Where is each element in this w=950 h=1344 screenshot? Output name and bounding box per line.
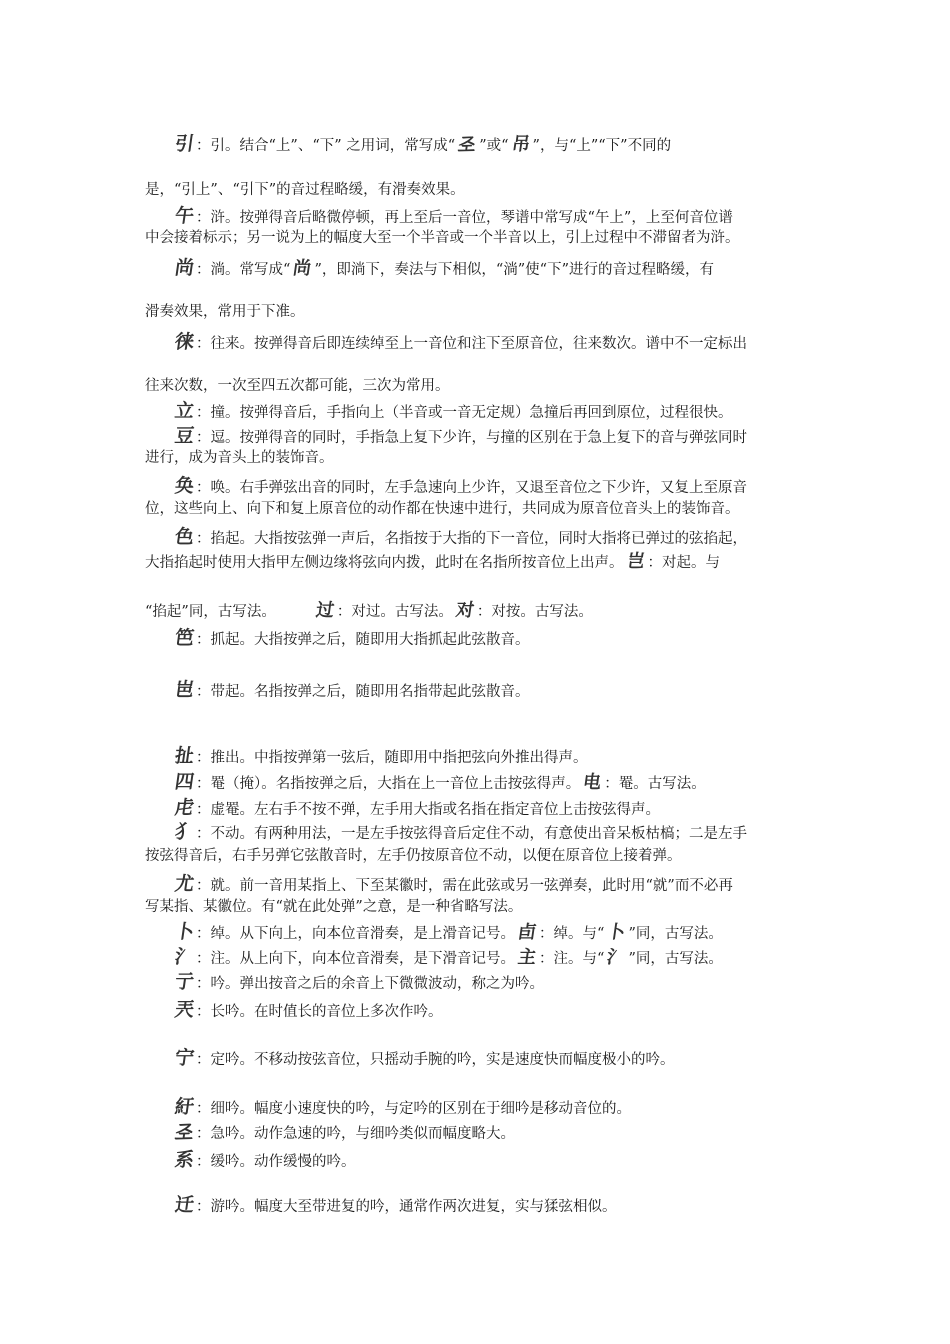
- entry-text: ：虚罨。左右手不按不弹，左手用大指或名指在指定音位上击按弦得声。: [196, 802, 661, 818]
- entry-text: ”，即淌下，奏法与下相似，“淌”使“下”进行的音过程略缓，有: [314, 262, 714, 278]
- entry-text: ：不动。有两种用法，一是左手按弦得音后定住不动，有意使出音呆板枯槁；二是左手: [196, 826, 748, 842]
- dou-symbol-icon: 豆: [173, 425, 195, 447]
- duiqi-symbol-icon: 岂: [625, 551, 647, 572]
- entry-wanglai-line2: 往来次数，一次至四五次都可能，三次为常用。: [145, 378, 450, 394]
- entry-text: ：急吟。动作急速的吟，与细吟类似而幅度略大。: [196, 1126, 516, 1142]
- yan-symbol-icon: 四: [173, 771, 195, 793]
- qiaqi-symbol-icon: 色: [173, 526, 195, 548]
- tang-xia-symbol-icon: 尚: [292, 258, 313, 279]
- entry-text: ：对起。与: [647, 555, 720, 571]
- entry-hu-line1: [175, 206, 733, 228]
- entry-budong-line1: [175, 822, 747, 844]
- entry-wanglai-line1: [175, 332, 747, 354]
- entry-xiyin-line1: [175, 1097, 631, 1119]
- entry-text: “掐起”同，古写法。: [145, 604, 276, 620]
- dingyin-symbol-icon: 宁: [173, 1047, 195, 1069]
- entry-text: ”同，古写法。: [628, 951, 723, 967]
- entry-text: ：细吟。幅度小速度快的吟，与定吟的区别在于细吟是移动音位的。: [196, 1101, 632, 1117]
- entry-xuyan-line1: [175, 798, 660, 820]
- changyin-symbol-icon: 兲: [173, 999, 195, 1021]
- entry-jiu-line1: [175, 874, 733, 896]
- entry-tang-line2: 滑奏效果，常用于下准。: [145, 304, 305, 320]
- entry-text: ：对过。古写法。: [336, 604, 453, 620]
- entry-text: ：吟。弹出按音之后的余音上下微微波动，称之为吟。: [196, 976, 545, 992]
- duiguo-symbol-icon: 过: [314, 600, 336, 621]
- jiu-symbol-icon: 尤: [173, 873, 195, 895]
- entry-text: ”或“: [479, 138, 509, 154]
- entry-hu-line2: 中会接着标示；另一说为上的幅度大至一个半音或一个半音以上，引上过程中不滞留者为浒。: [145, 230, 740, 246]
- yin-shang-symbol-icon: 𢀖: [456, 134, 478, 155]
- entry-text: ：注。从上向下，向本位音滑奏，是下滑音记号。: [196, 951, 516, 967]
- entry-text: ：淌。常写成“: [196, 262, 291, 278]
- entry-changyin-line1: [175, 1000, 443, 1022]
- entry-text: ：往来。按弹得音后即连续绰至上一音位和注下至原音位，往来数次。谱中不一定标出: [196, 336, 748, 352]
- yan-old-symbol-icon: 电: [581, 772, 603, 793]
- entry-zhuaqi-line1: [175, 628, 530, 650]
- entry-text: ：游吟。幅度大至带进复的吟，通常作两次进复，实与猱弦相似。: [196, 1199, 617, 1215]
- entry-text: ：罨。古写法。: [604, 776, 706, 792]
- yin-symbol-icon: 引: [173, 133, 195, 155]
- zhu-old-symbol-icon: 主: [516, 947, 538, 968]
- entry-dou-line1: [175, 426, 747, 448]
- entry-text: ：注。与“: [539, 951, 605, 967]
- entry-budong-line2: 按弦得音后，右手另弹它弦散音时，左手仍按原音位不动，以便在原音位上接着弹。: [145, 848, 682, 864]
- huan-symbol-icon: 奂: [173, 475, 195, 497]
- tuichu-symbol-icon: 扯: [173, 745, 195, 767]
- entry-jiyin-line1: [175, 1122, 515, 1144]
- entry-qiaqi-line1: [175, 527, 747, 549]
- chuo-old-symbol-icon: 卣: [516, 922, 538, 943]
- budong-symbol-icon: 犭: [173, 821, 195, 843]
- entry-text: ：定吟。不移动按弦音位，只摇动手腕的吟，实是速度快而幅度极小的吟。: [196, 1052, 675, 1068]
- tang-symbol-icon: 尚: [173, 257, 195, 279]
- entry-text: ：绰。与“: [539, 926, 605, 942]
- zhu-symbol-icon: 氵: [173, 946, 195, 968]
- chuo-symbol-icon: 卜: [173, 921, 195, 943]
- entry-dingyin-line1: [175, 1048, 675, 1070]
- zhuaqi-symbol-icon: 笆: [173, 627, 195, 649]
- entry-text: ：逗。按弹得音的同时，手指急上复下少许，与撞的区别在于急上复下的音与弹弦同时: [196, 430, 748, 446]
- huanyin-symbol-icon: 系: [173, 1149, 195, 1171]
- entry-jiu-line2: 写某指、某徽位。有“就在此处弹”之意，是一种省略写法。: [145, 899, 523, 915]
- entry-yin-line2: 是，“引上”、“引下”的音过程略缓，有滑奏效果。: [145, 182, 465, 198]
- youyin-symbol-icon: 迁: [173, 1194, 195, 1216]
- xiyin-symbol-icon: 紆: [173, 1096, 195, 1118]
- yin-vibrato-symbol-icon: 亍: [173, 971, 195, 993]
- entry-text: ”同，古写法。: [628, 926, 723, 942]
- yin-xia-symbol-icon: 吊: [510, 134, 532, 155]
- entry-text: ：长吟。在时值长的音位上多次作吟。: [196, 1004, 443, 1020]
- entry-text: ：引。结合“上”、“下” 之用词，常写成“: [196, 138, 456, 154]
- zhuang-symbol-icon: 立: [173, 400, 195, 422]
- entry-text: ：就。前一音用某指上、下至某徽时，需在此弦或另一弦弹奏，此时用“就”而不必再: [196, 878, 733, 894]
- entry-youyin-line1: [175, 1195, 617, 1217]
- entry-zhu-line1: [175, 947, 723, 969]
- entry-text: ：带起。名指按弹之后，随即用名指带起此弦散音。: [196, 684, 530, 700]
- zhu-ref-symbol-icon: 氵: [606, 947, 627, 968]
- entry-text: ：缓吟。动作缓慢的吟。: [196, 1154, 356, 1170]
- duian-symbol-icon: 对: [454, 600, 476, 621]
- daiqi-symbol-icon: 岜: [173, 679, 195, 701]
- entry-text: ：唤。右手弹弦出音的同时，左手急速向上少许，又退至音位之下少许，又复上至原音: [196, 480, 748, 496]
- entry-zhuang-line1: [175, 401, 733, 423]
- entry-text: ：抓起。大指按弹之后，随即用大指抓起此弦散音。: [196, 632, 530, 648]
- entry-text: 大指掐起时使用大指甲左侧边缘将弦向内拨，此时在名指所按音位上出声。: [145, 555, 624, 571]
- entry-text: ”，与“上”“下”不同的: [532, 138, 672, 154]
- entry-text: ：对按。古写法。: [476, 604, 593, 620]
- entry-daiqi-line1: [175, 680, 530, 702]
- jiyin-symbol-icon: 𢀖: [173, 1121, 195, 1143]
- chuo-ref-symbol-icon: 卜: [606, 922, 627, 943]
- entry-text: ：撞。按弹得音后，手指向上（半音或一音无定规）急撞后再回到原位，过程很快。: [196, 405, 733, 421]
- entry-qiaqi-line3: [145, 601, 593, 622]
- entry-huan-line2: 位，这些向上、向下和复上原音位的动作都在快速中进行，共同成为原音位音头上的装饰音。: [145, 501, 740, 517]
- entry-tuichu-line1: [175, 746, 588, 768]
- entry-dou-line2: 进行，成为音头上的装饰音。: [145, 450, 334, 466]
- entry-text: ：掐起。大指按弦弹一声后，名指按于大指的下一音位，同时大指将已弹过的弦掐起，: [196, 531, 748, 547]
- entry-text: ：推出。中指按弹第一弦后，随即用中指把弦向外推出得声。: [196, 750, 588, 766]
- entry-huanyin-line1: [175, 1150, 356, 1172]
- xuyan-symbol-icon: 虍: [173, 797, 195, 819]
- entry-chuo-line1: [175, 922, 723, 944]
- entry-huan-line1: [175, 476, 747, 498]
- entry-text: ：罨（掩）。名指按弹之后，大指在上一音位上击按弦得声。: [196, 776, 581, 792]
- entry-tang-line1: [175, 258, 714, 280]
- entry-yan-line1: [175, 772, 706, 794]
- entry-text: ：绰。从下向上，向本位音滑奏，是上滑音记号。: [196, 926, 516, 942]
- entry-yin-line1: [175, 134, 671, 156]
- entry-text: ：浒。按弹得音后略微停顿，再上至后一音位，琴谱中常写成“午上”，上至何音位谱: [196, 210, 733, 226]
- entry-yin2-line1: [175, 972, 544, 994]
- entry-qiaqi-line2: [145, 552, 720, 573]
- hu-symbol-icon: 午: [173, 205, 195, 227]
- wanglai-symbol-icon: 徕: [173, 331, 195, 353]
